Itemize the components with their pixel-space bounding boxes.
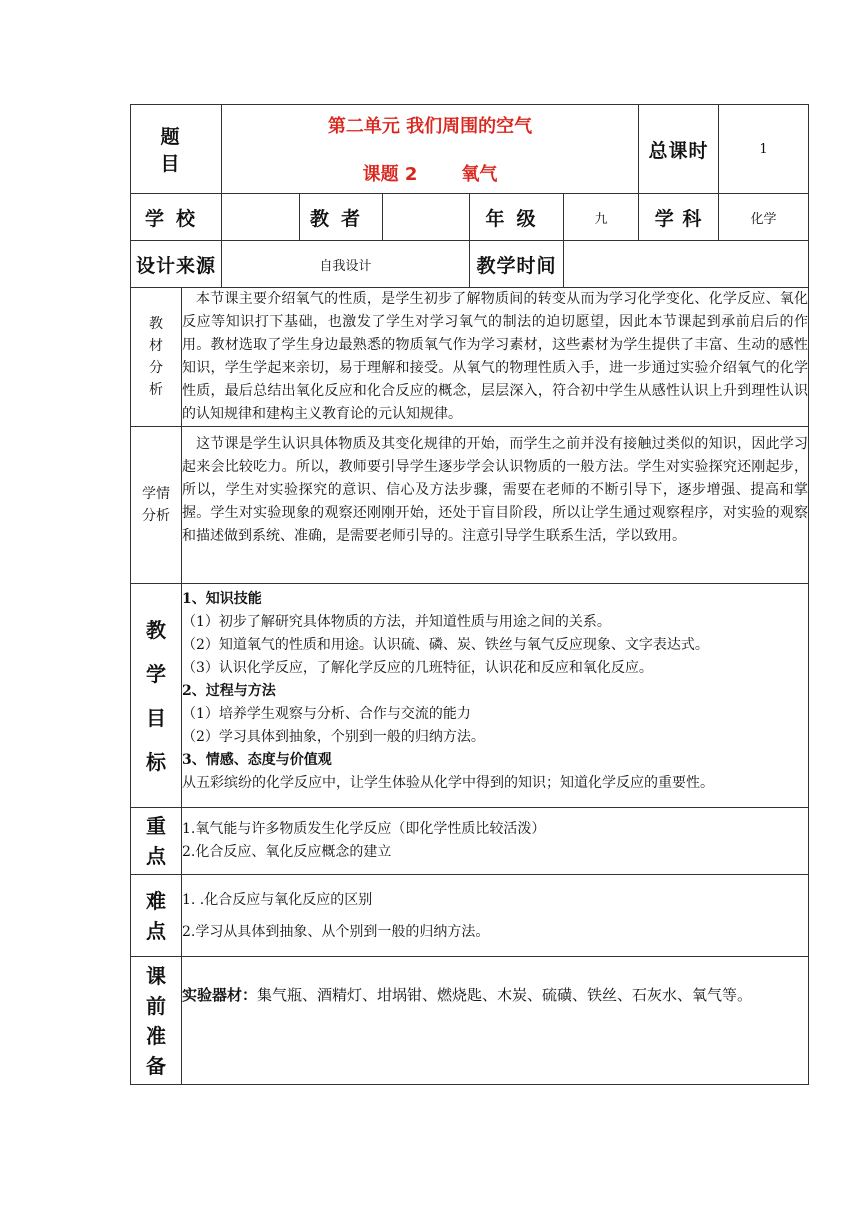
difficult-points-content (182, 875, 809, 957)
goal-item: （1）初步了解研究具体物质的方法，并知道性质与用途之间的关系。 (182, 614, 611, 630)
lesson-title-topic (222, 160, 638, 186)
preparation-content (182, 957, 809, 1085)
title-label: 题 目 (131, 105, 222, 194)
difficult-points-label: 难 点 (131, 875, 182, 957)
goal-section-heading: 3、情感、态度与价值观 (182, 752, 332, 768)
preparation-label: 课 前 准 备 (131, 957, 182, 1085)
student-analysis-text: 这节课是学生认识具体物质及其变化规律的开始，而学生之前并没有接触过类似的知识，因此学习起来会比较吃力。所以，教师要引导学生逐步学会认识物质的一般方法。学生对实验探究还刚起步，所以，学生对实验探究的意识、信心及方法步骤，需要在老师的不断引导下，逐步增强、提高和掌握。学生对实验现象的观察还刚刚开始，还处于盲目阶段，所以让学生通过观察程序，对实验的观察和描述做到系统、准确，是需要老师引导的。注意引导学生联系生活，学以致用。 (182, 427, 809, 584)
goal-section-heading: 2、过程与方法 (182, 683, 276, 699)
lesson-plan-table (130, 104, 809, 1085)
preparation-heading: 实验器材： (182, 986, 258, 1004)
lesson-title-unit: 第二单元 我们周围的空气 (327, 116, 533, 137)
textbook-analysis-label: 教 材 分 析 (131, 288, 182, 427)
goal-item: （3）认识化学反应，了解化学反应的几班特征，认识花和反应和氧化反应。 (182, 660, 653, 676)
lesson-title-topic-number: 课题 2 (362, 164, 418, 185)
total-hours-label: 总课时 (639, 105, 719, 194)
lesson-title-topic-name: 氧气 (461, 164, 498, 185)
teacher-label: 教者 (300, 194, 383, 241)
subject-label: 学 科 (639, 194, 719, 241)
subject-value: 化学 (719, 194, 809, 241)
goal-item: （2）知道氧气的性质和用途。认识硫、磷、炭、铁丝与氧气反应现象、文字表达式。 (182, 637, 709, 653)
teaching-goals-content (182, 584, 809, 808)
goal-item: （1）培养学生观察与分析、合作与交流的能力 (182, 706, 471, 722)
teacher-value (383, 194, 470, 241)
school-value (222, 194, 300, 241)
difficult-point-item: 2.学习从具体到抽象、从个别到一般的归纳方法。 (182, 923, 490, 940)
lesson-title (222, 105, 639, 194)
design-source-value: 自我设计 (222, 241, 470, 288)
design-source-label: 设计来源 (131, 241, 222, 288)
grade-label: 年级 (470, 194, 564, 241)
student-analysis-label: 学情 分析 (131, 427, 182, 584)
key-points-content (182, 808, 809, 875)
difficult-point-item: 1. .化合反应与氧化反应的区别 (182, 891, 373, 908)
goal-item: 从五彩缤纷的化学反应中，让学生体验从化学中得到的知识；知道化学反应的重要性。 (182, 775, 714, 791)
total-hours-value: 1 (719, 105, 809, 194)
school-label: 学校 (131, 194, 222, 241)
textbook-analysis-text: 本节课主要介绍氧气的性质，是学生初步了解物质间的转变从而为学习化学变化、化学反应、氧化反应等知识打下基础，也激发了学生对学习氧气的制法的迫切愿望，因此本节课起到承前启后的作用。教材选取了学生身边最熟悉的物质氧气作为学习素材，这些素材为学生提供了丰富、生动的感性知识，学生学起来亲切，易于理解和接受。从氧气的物理性质入手，进一步通过实验介绍氧气的化学性质，最后总结出氧化反应和化合反应的概念，层层深入，符合初中学生从感性认识上升到理性认识的认知规律和建构主义教育论的元认知规律。 (182, 288, 809, 427)
grade-value: 九 (564, 194, 639, 241)
goal-item: （2）学习具体到抽象，个别到一般的归纳方法。 (182, 729, 485, 745)
key-points-label: 重 点 (131, 808, 182, 875)
goal-section-heading: 1、知识技能 (182, 591, 262, 607)
key-point-item: 2.化合反应、氧化反应概念的建立 (182, 844, 392, 860)
teaching-time-value (564, 241, 809, 288)
teaching-goals-label: 教 学 目 标 (131, 584, 182, 808)
teaching-time-label: 教学时间 (470, 241, 564, 288)
key-point-item: 1.氧气能与许多物质发生化学反应（即化学性质比较活泼） (182, 821, 546, 837)
preparation-text: 集气瓶、酒精灯、坩埚钳、燃烧匙、木炭、硫磺、铁丝、石灰水、氧气等。 (257, 986, 753, 1004)
